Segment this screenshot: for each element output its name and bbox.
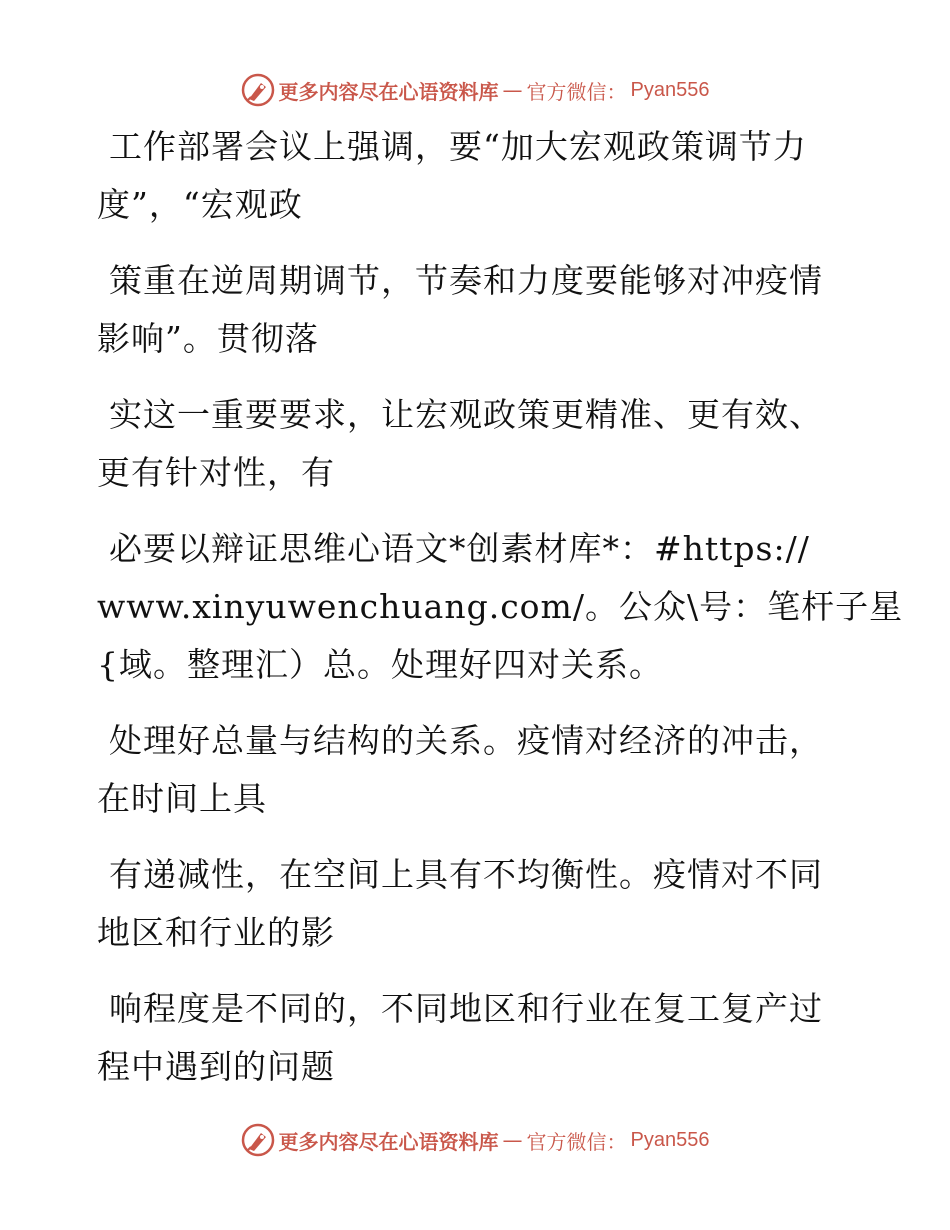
paragraph: [97, 520, 904, 694]
banner-wechat-id: Pyan556: [630, 1128, 710, 1151]
paragraph: [97, 980, 837, 1096]
banner-dash: —: [502, 1128, 523, 1152]
pen-nib-logo-icon: [241, 1123, 275, 1157]
paragraph-line: 策重在逆周期调节，节奏和力度要能够对冲疫情: [109, 261, 823, 300]
banner-official-label: 官方微信：: [526, 1129, 627, 1154]
banner-wechat-id: Pyan556: [630, 78, 710, 101]
paragraph-line: 必要以辩证思维心语文*创素材库*：#https://: [109, 529, 810, 568]
paragraph-line: 更有针对性，有: [97, 453, 335, 492]
paragraph-line: 在时间上具: [97, 779, 267, 818]
paragraph-line: 程中遇到的问题: [97, 1047, 335, 1086]
paragraph-line: 地区和行业的影: [97, 913, 335, 952]
banner-dash: —: [502, 78, 523, 102]
paragraph-line: 有递减性，在空间上具有不均衡性。疫情对不同: [109, 855, 823, 894]
banner-site-name: 更多内容尽在心语资料库: [278, 1129, 499, 1154]
paragraph: [97, 386, 837, 502]
document-body: [97, 118, 904, 1096]
paragraph-line: 工作部署会议上强调，要“加大宏观政策调节力: [109, 127, 807, 166]
paragraph-line: {域。整理汇）总。处理好四对关系。: [97, 645, 663, 684]
paragraph-line: www.xinyuwenchuang.com/。公众\号：笔杆子星: [97, 587, 904, 626]
paragraph: [97, 846, 837, 962]
paragraph: [97, 252, 837, 368]
paragraph: [97, 118, 837, 234]
header-watermark: [0, 70, 950, 110]
paragraph: [97, 712, 837, 828]
paragraph-line: 影响”。贯彻落: [97, 319, 319, 358]
paragraph-line: 处理好总量与结构的关系。疫情对经济的冲击，: [109, 721, 823, 760]
footer-watermark: [0, 1120, 950, 1160]
paragraph-line: 响程度是不同的，不同地区和行业在复工复产过: [109, 989, 823, 1028]
pen-nib-logo-icon: [241, 73, 275, 107]
banner-official-label: 官方微信：: [526, 79, 627, 104]
paragraph-line: 实这一重要要求，让宏观政策更精准、更有效、: [109, 395, 823, 434]
banner-site-name: 更多内容尽在心语资料库: [278, 79, 499, 104]
paragraph-line: 度”，“宏观政: [97, 185, 303, 224]
